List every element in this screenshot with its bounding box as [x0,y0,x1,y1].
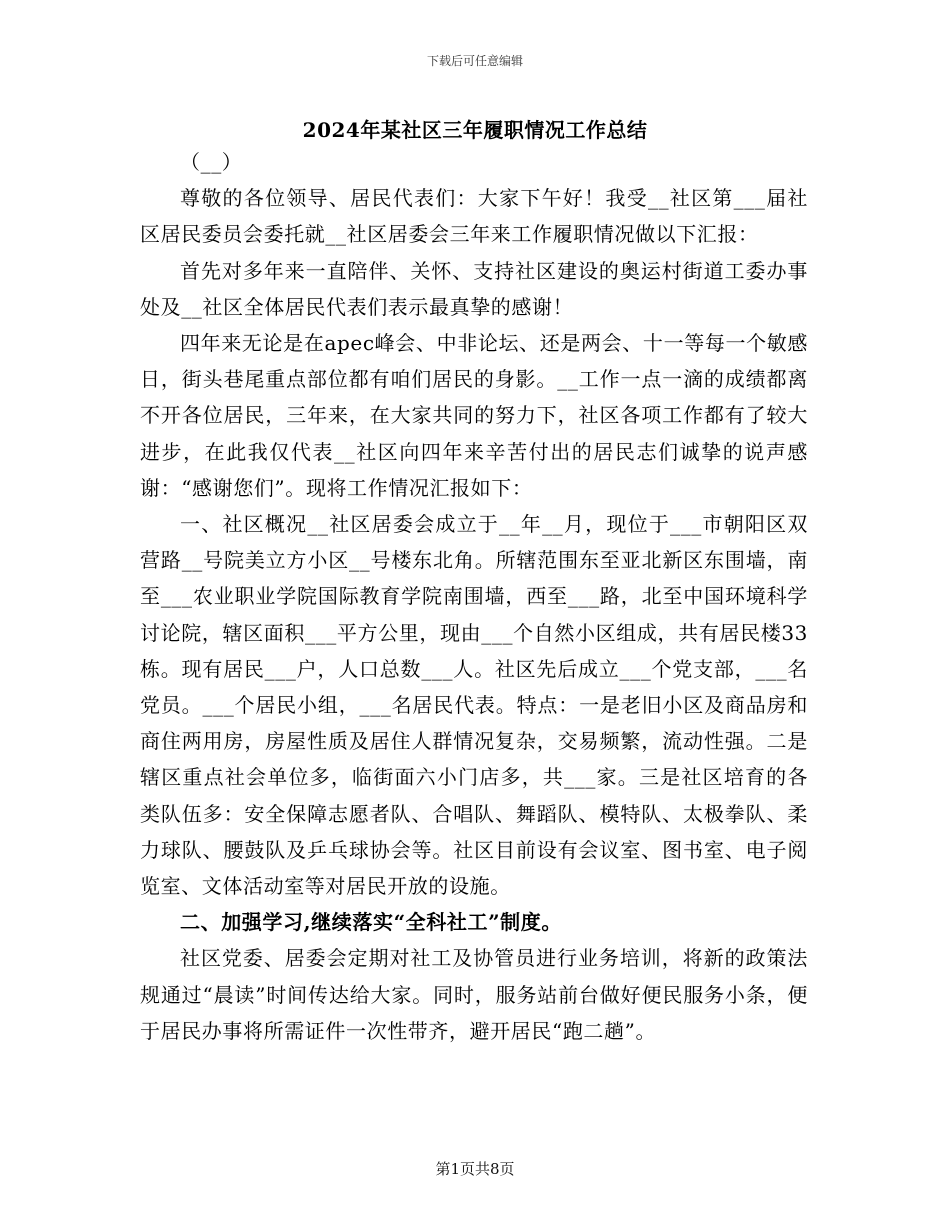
paragraph-achievements: 四年来无论是在apec峰会、中非论坛、还是两会、十一等每一个敏感日，街头巷尾重点部位都有咱们居民的身影。__工作一点一滴的成绩都离不开各位居民，三年来，在大家共同的努力下，社区各项工作都有了较大进步，在此我仅代表__社区向四年来辛苦付出的居民志们诚挚的说声感谢：“感谢您们”。现将工作情况汇报如下： [140,331,808,500]
page-number: 第1页共8页 [435,1160,515,1178]
document-body [140,144,808,1049]
section-heading-study: 二、加强学习,继续落实“全科社工”制度。 [180,910,562,935]
paragraph-greeting: 尊敬的各位领导、居民代表们：大家下午好！我受__社区第___届社区居民委员会委托就__社区居委会三年来工作履职情况做以下汇报： [140,186,808,247]
paragraph-community-overview: 一、社区概况__社区居委会成立于__年__月，现位于___市朝阳区双营路__号院美立方小区__号楼东北角。所辖范围东至亚北新区东围墙，南至___农业职业学院国际教育学院南围墙，西至___路，北至中国环境科学讨论院，辖区面积___平方公里，现由___个自然小区组成，共有居民楼33栋。现有居民___户，人口总数___人。社区先后成立___个党支部，___名党员。___个居民小组，___名居民代表。特点：一是老旧小区及商品房和商住两用房，房屋性质及居住人群情况复杂，交易频繁，流动性强。二是辖区重点社会单位多，临街面六小门店多，共___家。三是社区培育的各类队伍多：安全保障志愿者队、合唱队、舞蹈队、模特队、太极拳队、柔力球队、腰鼓队及乒乓球协会等。社区目前设有会议室、图书室、电子阅览室、文体活动室等对居民开放的设施。 [140,512,808,899]
paragraph-thanks: 首先对多年来一直陪伴、关怀、支持社区建设的奥运村街道工委办事处及__社区全体居民代表们表示最真挚的感谢！ [140,258,808,319]
subtitle-placeholder: （__） [180,150,243,174]
document-title: 2024年某社区三年履职情况工作总结 [302,118,648,142]
header-note: 下载后可任意编辑 [426,54,523,68]
paragraph-training: 社区党委、居委会定期对社工及协管员进行业务培训，将新的政策法规通过“晨读”时间传达给大家。同时，服务站前台做好便民服务小条，便于居民办事将所需证件一次性带齐，避开居民“跑二趟”。 [140,946,808,1043]
